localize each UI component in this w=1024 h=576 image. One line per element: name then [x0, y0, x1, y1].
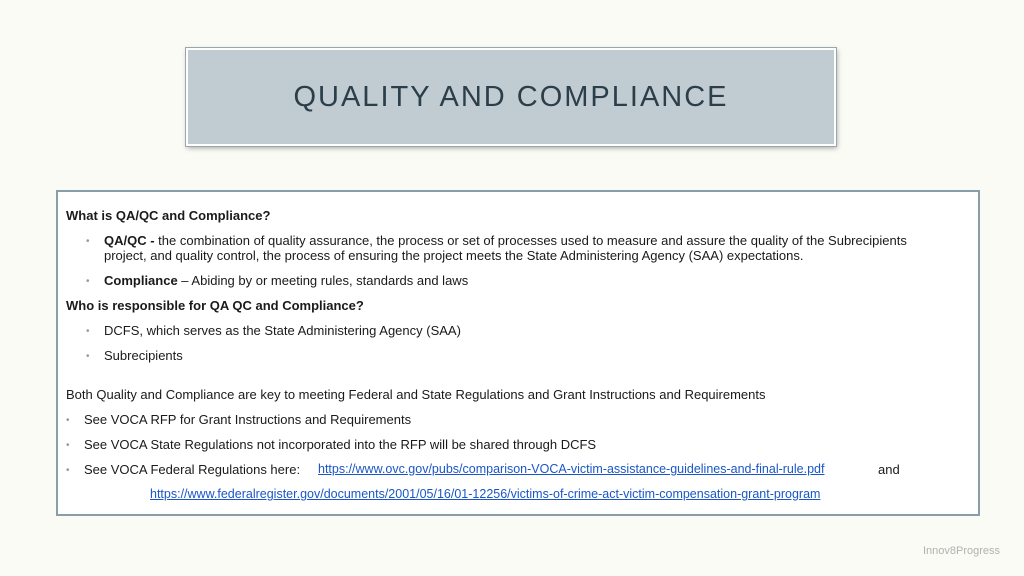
compliance-label: Compliance [104, 273, 178, 288]
bullet-icon: • [86, 351, 90, 362]
resp-item-subrecipients: Subrecipients [104, 348, 183, 363]
see-federal-regulations: See VOCA Federal Regulations here: [84, 462, 301, 477]
qaqc-label: QA/QC - [104, 233, 155, 248]
compliance-definition [104, 273, 468, 288]
bullet-icon: • [86, 276, 90, 287]
qaqc-definition [104, 233, 907, 248]
bullet-icon: • [66, 465, 70, 476]
bullet-icon: • [66, 440, 70, 451]
bullet-icon: • [86, 326, 90, 337]
see-state-regulations: See VOCA State Regulations not incorporated into the RFP will be shared through DCFS [84, 437, 597, 452]
federal-register-link[interactable]: https://www.federalregister.gov/documents/2001/05/16/01-12256/victims-of-crime-act-victim-compensation-grant-program [150, 487, 821, 501]
see-rfp: See VOCA RFP for Grant Instructions and Requirements [84, 412, 412, 427]
resp-item-dcfs: DCFS, which serves as the State Administering Agency (SAA) [104, 323, 461, 338]
heading-who-is-responsible: Who is responsible for QA QC and Compliance? [66, 298, 364, 313]
content-panel [56, 190, 980, 516]
title-banner [186, 48, 836, 146]
heading-what-is-qaqc: What is QA/QC and Compliance? [66, 208, 271, 223]
bullet-icon: • [86, 236, 90, 247]
qaqc-text-line2: project, and quality control, the process of ensuring the project meets the State Administering Agency (SAA) expectations. [104, 248, 804, 263]
bullet-icon: • [66, 415, 70, 426]
compliance-text: – Abiding by or meeting rules, standards and laws [177, 273, 469, 288]
qaqc-text-line1: the combination of quality assurance, the process or set of processes used to measure and assure the quality of the Subrecipients [154, 233, 907, 248]
slide-title: QUALITY AND COMPLIANCE [293, 80, 729, 113]
both-statement: Both Quality and Compliance are key to meeting Federal and State Regulations and Grant Instructions and Requirements [66, 387, 766, 402]
and-text: and [878, 462, 900, 477]
ovc-link[interactable]: https://www.ovc.gov/pubs/comparison-VOCA-victim-assistance-guidelines-and-final-rule.pdf [318, 462, 825, 476]
footer-brand: Innov8Progress [922, 545, 1000, 557]
